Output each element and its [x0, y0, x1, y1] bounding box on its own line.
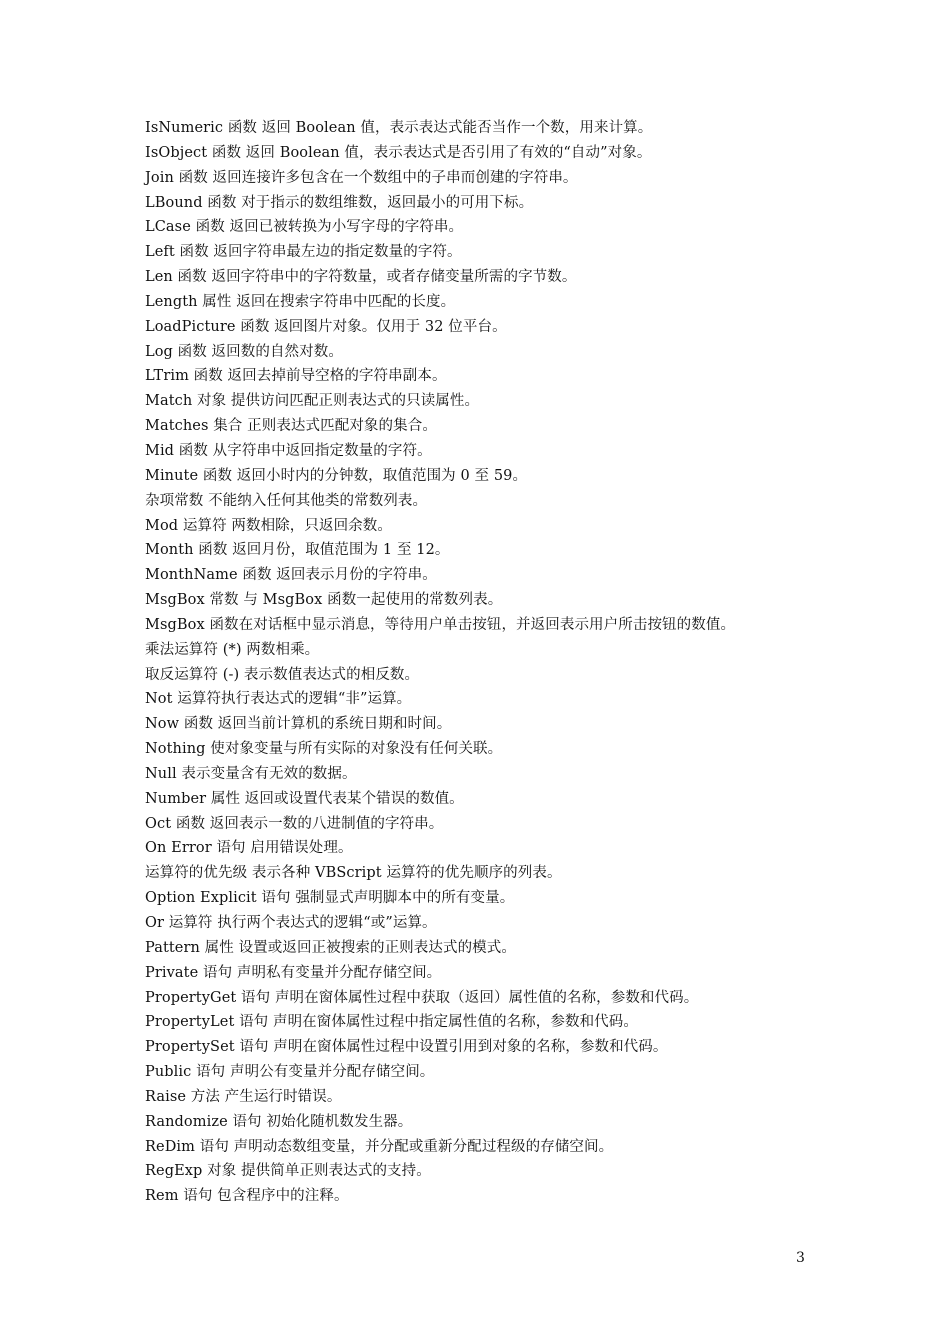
list-item: LBound 函数 对于指示的数组维数，返回最小的可用下标。 — [145, 194, 534, 211]
list-item: MsgBox 函数在对话框中显示消息，等待用户单击按钮，并返回表示用户所击按钮的数值。 — [145, 616, 736, 633]
list-item: LoadPicture 函数 返回图片对象。仅用于 32 位平台。 — [145, 318, 507, 335]
list-item: Rem 语句 包含程序中的注释。 — [145, 1188, 349, 1205]
entry-list — [145, 116, 845, 1209]
page-number: 3 — [796, 1250, 805, 1266]
list-item: LCase 函数 返回已被转换为小写字母的字符串。 — [145, 219, 464, 236]
list-item: PropertySet 语句 声明在窗体属性过程中设置引用到对象的名称，参数和代码。 — [145, 1039, 668, 1056]
list-item: MsgBox 常数 与 MsgBox 函数一起使用的常数列表。 — [145, 592, 503, 609]
list-item: 乘法运算符 (*) 两数相乘。 — [145, 641, 320, 658]
list-item: Match 对象 提供访问匹配正则表达式的只读属性。 — [145, 393, 480, 410]
list-item: ReDim 语句 声明动态数组变量，并分配或重新分配过程级的存储空间。 — [145, 1138, 614, 1155]
list-item: Mod 运算符 两数相除，只返回余数。 — [145, 517, 392, 534]
list-item: Number 属性 返回或设置代表某个错误的数值。 — [145, 790, 464, 807]
list-item: 取反运算符 (-) 表示数值表达式的相反数。 — [145, 666, 420, 683]
list-item: On Error 语句 启用错误处理。 — [145, 840, 353, 857]
list-item: Not 运算符执行表达式的逻辑“非”运算。 — [145, 691, 412, 708]
list-item: 杂项常数 不能纳入任何其他类的常数列表。 — [145, 492, 428, 509]
list-item: Left 函数 返回字符串最左边的指定数量的字符。 — [145, 244, 462, 261]
list-item: Private 语句 声明私有变量并分配存储空间。 — [145, 964, 442, 981]
list-item: Len 函数 返回字符串中的字符数量，或者存储变量所需的字节数。 — [145, 269, 577, 286]
list-item: 运算符的优先级 表示各种 VBScript 运算符的优先顺序的列表。 — [145, 865, 562, 882]
list-item: Minute 函数 返回小时内的分钟数，取值范围为 0 至 59。 — [145, 467, 528, 484]
list-item: Length 属性 返回在搜索字符串中匹配的长度。 — [145, 293, 456, 310]
list-item: Null 表示变量含有无效的数据。 — [145, 765, 357, 782]
list-item: IsObject 函数 返回 Boolean 值，表示表达式是否引用了有效的“自动”对象。 — [145, 144, 652, 161]
list-item: Pattern 属性 设置或返回正被搜索的正则表达式的模式。 — [145, 939, 516, 956]
list-item: IsNumeric 函数 返回 Boolean 值，表示表达式能否当作一个数，用来计算。 — [145, 120, 653, 136]
list-item: PropertyGet 语句 声明在窗体属性过程中获取（返回）属性值的名称，参数和代码。 — [145, 989, 699, 1006]
list-item: Mid 函数 从字符串中返回指定数量的字符。 — [145, 442, 432, 459]
list-item: Matches 集合 正则表达式匹配对象的集合。 — [145, 418, 437, 435]
list-item: Oct 函数 返回表示一数的八进制值的字符串。 — [145, 815, 444, 832]
list-item: Join 函数 返回连接许多包含在一个数组中的子串而创建的字符串。 — [145, 169, 578, 186]
list-item: Now 函数 返回当前计算机的系统日期和时间。 — [145, 716, 452, 733]
list-item: Randomize 语句 初始化随机数发生器。 — [145, 1113, 413, 1130]
list-item: Public 语句 声明公有变量并分配存储空间。 — [145, 1064, 435, 1081]
list-item: Nothing 使对象变量与所有实际的对象没有任何关联。 — [145, 741, 503, 758]
list-item: RegExp 对象 提供简单正则表达式的支持。 — [145, 1163, 431, 1180]
list-item: Log 函数 返回数的自然对数。 — [145, 343, 343, 360]
list-item: Or 运算符 执行两个表达式的逻辑“或”运算。 — [145, 915, 437, 931]
list-item: MonthName 函数 返回表示月份的字符串。 — [145, 567, 437, 584]
list-item: LTrim 函数 返回去掉前导空格的字符串副本。 — [145, 368, 447, 385]
list-item: Raise 方法 产生运行时错误。 — [145, 1088, 342, 1105]
list-item: Month 函数 返回月份，取值范围为 1 至 12。 — [145, 542, 450, 559]
list-item: Option Explicit 语句 强制显式声明脚本中的所有变量。 — [145, 890, 515, 907]
list-item: PropertyLet 语句 声明在窗体属性过程中指定属性值的名称，参数和代码。 — [145, 1014, 638, 1031]
